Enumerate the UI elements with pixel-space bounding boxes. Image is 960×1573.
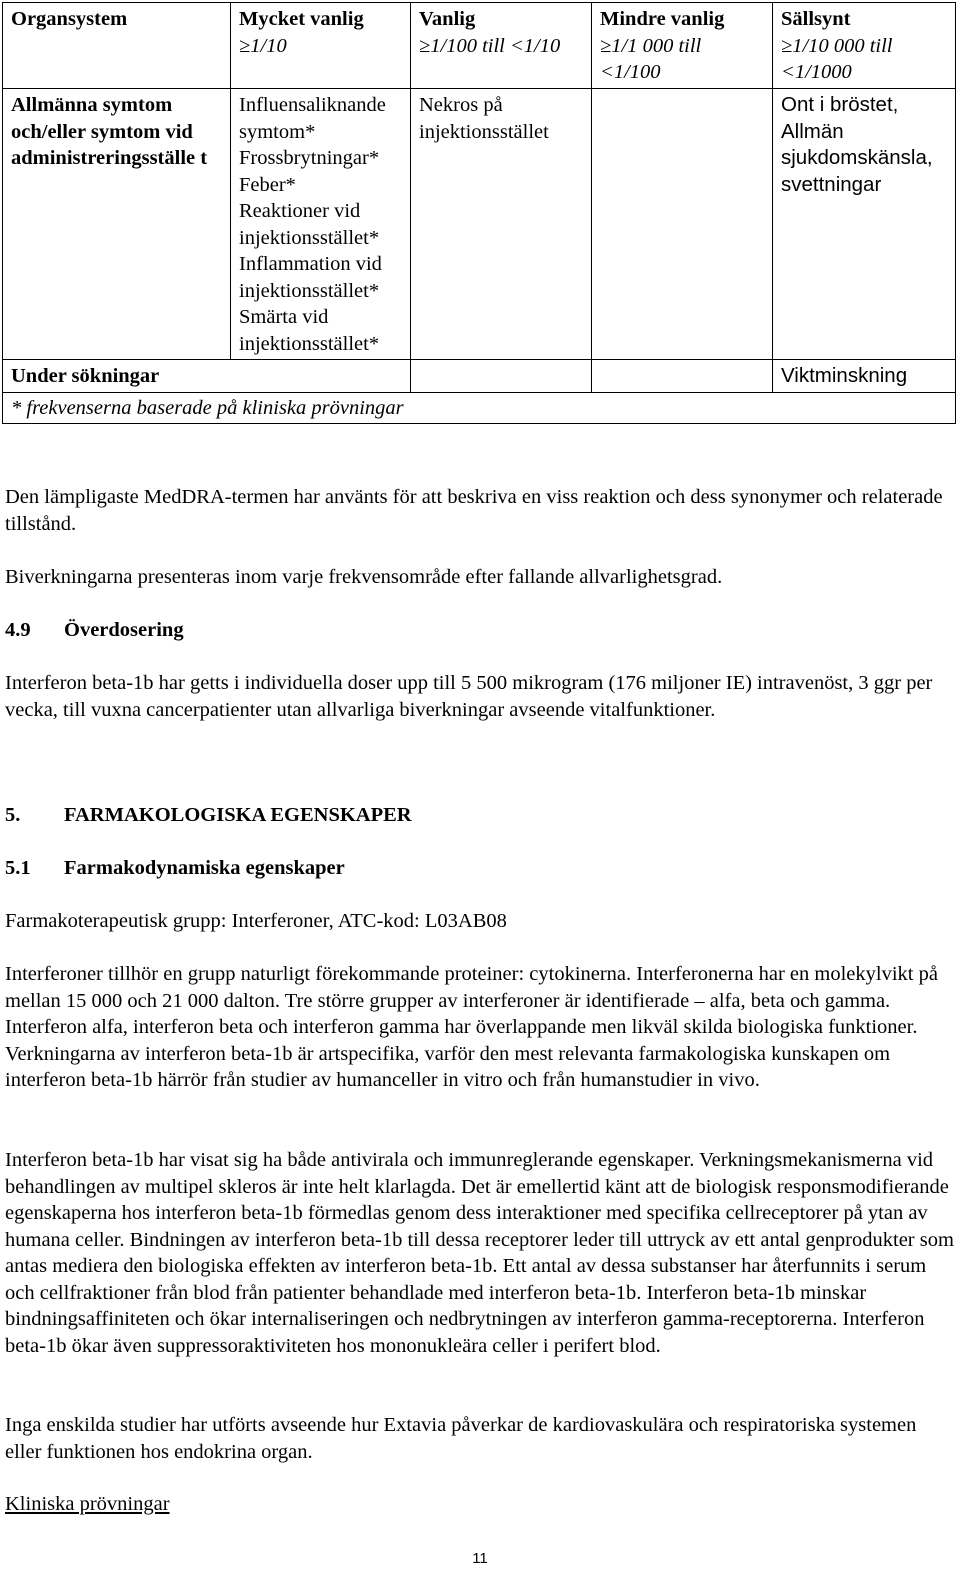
table-row <box>3 89 956 360</box>
section-5-heading <box>5 802 955 829</box>
list-item: Inflammation vid injektionsstället* <box>239 253 382 302</box>
list-item: Feber* <box>239 173 296 196</box>
section-number: 5. <box>5 804 21 826</box>
organ-cell: Allmänna symtom och/eller symtom vid administreringsställe t <box>3 89 231 360</box>
header-uncommon: Mindre vanlig ≥1/1 000 till <1/100 <box>592 3 773 89</box>
adverse-reactions-table <box>2 2 956 424</box>
section-title: Överdosering <box>64 619 184 641</box>
paragraph-interferons: Interferoner tillhör en grupp naturligt förekommande proteiner: cytokinerna. Interferonerna har en molekylvikt på mellan 15 000 och 21 000 dalton. Tre större grupper av interferoner är identifierade – alfa, beta och gamma. Interferon alfa, interferon beta och interferon gamma har överlappande men likväl skilda biologiska funktioner. Verkningarna av interferon beta-1b är artspecifika, varför den mest relevanta farmakologiska kunskapen om interferon beta-1b härrör från studier av humanceller in vitro och från humanstudier in vivo. <box>5 963 938 1091</box>
uncommon-cell <box>592 89 773 360</box>
very-common-cell <box>231 89 411 360</box>
paragraph-mechanism: Interferon beta-1b har visat sig ha både antivirala och immunreglerande egenskaper. Verkningsmekanismerna vid behandlingen av multipel skleros är inte helt klarlagda. Det är emellertid känt att de biologisk responsmodifierande egenskaperna hos interferon beta-1b förmedlas genom dess interaktioner med specifika cellreceptorer på ytan av humana celler. Bindningen av interferon beta-1b till dessa receptorer leder till uttryck av ett antal genprodukter som antas mediera den biologiska effekten av interferon beta-1b. Ett antal av dessa substanser har återfunnits i serum och cellfraktioner från blod från patienter behandlade med interferon beta-1b. Interferon beta-1b minskar bindningsaffiniteten och ökar internaliseringen och nedbrytningen av interferon gamma-receptorerna. Interferon beta-1b ökar även suppressoraktiviteten hos mononukleära celler i perifert blod. <box>5 1149 954 1357</box>
uncommon-cell <box>592 360 773 393</box>
header-very-common: Mycket vanlig ≥1/10 <box>231 3 411 89</box>
section-number: 4.9 <box>5 619 31 641</box>
rare-cell: Viktminskning <box>773 360 956 393</box>
paragraph-extavia: Inga enskilda studier har utförts avseende hur Extavia påverkar de kardiovaskulära och respiratoriska systemen eller funktionen hos endokrina organ. <box>5 1414 917 1463</box>
page-number: 11 <box>472 1550 488 1567</box>
list-item: Reaktioner vid injektionsstället* <box>239 200 380 249</box>
header-rare: Sällsynt ≥1/10 000 till <1/1000 <box>773 3 956 89</box>
header-organsystem: Organsystem <box>3 3 231 89</box>
table-header-row <box>3 3 956 89</box>
paragraph-overdose: Interferon beta-1b har getts i individuella doser upp till 5 500 mikrogram (176 miljoner IE) intravenöst, 3 ggr per vecka, till vuxna cancerpatienter utan allvarliga biverkningar avseende vitalfunktioner. <box>5 672 933 721</box>
header-common: Vanlig ≥1/100 till <1/10 <box>411 3 592 89</box>
paragraph-meddra: Den lämpligaste MedDRA-termen har använts för att beskriva en viss reaktion och dess synonymer och relaterade tillstånd. <box>5 486 943 535</box>
section-title: FARMAKOLOGISKA EGENSKAPER <box>64 804 412 826</box>
section-number: 5.1 <box>5 857 31 879</box>
organ-cell: Under sökningar <box>3 360 411 393</box>
paragraph-order: Biverkningarna presenteras inom varje frekvensområde efter fallande allvarlighetsgrad. <box>5 566 723 588</box>
common-cell: Nekros på injektionsstället <box>411 89 592 360</box>
list-item: Influensaliknande symtom* <box>239 94 386 143</box>
paragraph-atc: Farmakoterapeutisk grupp: Interferoner, ATC-kod: L03AB08 <box>5 910 507 932</box>
list-item: Smärta vid injektionsstället* <box>239 306 380 355</box>
section-title: Farmakodynamiska egenskaper <box>64 857 345 879</box>
section-4-9-heading <box>5 617 955 644</box>
table-footnote-row <box>3 392 956 424</box>
table-row <box>3 360 956 393</box>
common-cell <box>411 360 592 393</box>
list-item: Frossbrytningar* <box>239 147 380 169</box>
section-5-1-heading <box>5 855 955 882</box>
table-footnote: * frekvenserna baserade på kliniska prövningar <box>3 392 956 424</box>
rare-cell: Ont i bröstet, Allmän sjukdomskänsla, svettningar <box>773 89 956 360</box>
clinical-trials-heading: Kliniska prövningar <box>5 1493 170 1515</box>
